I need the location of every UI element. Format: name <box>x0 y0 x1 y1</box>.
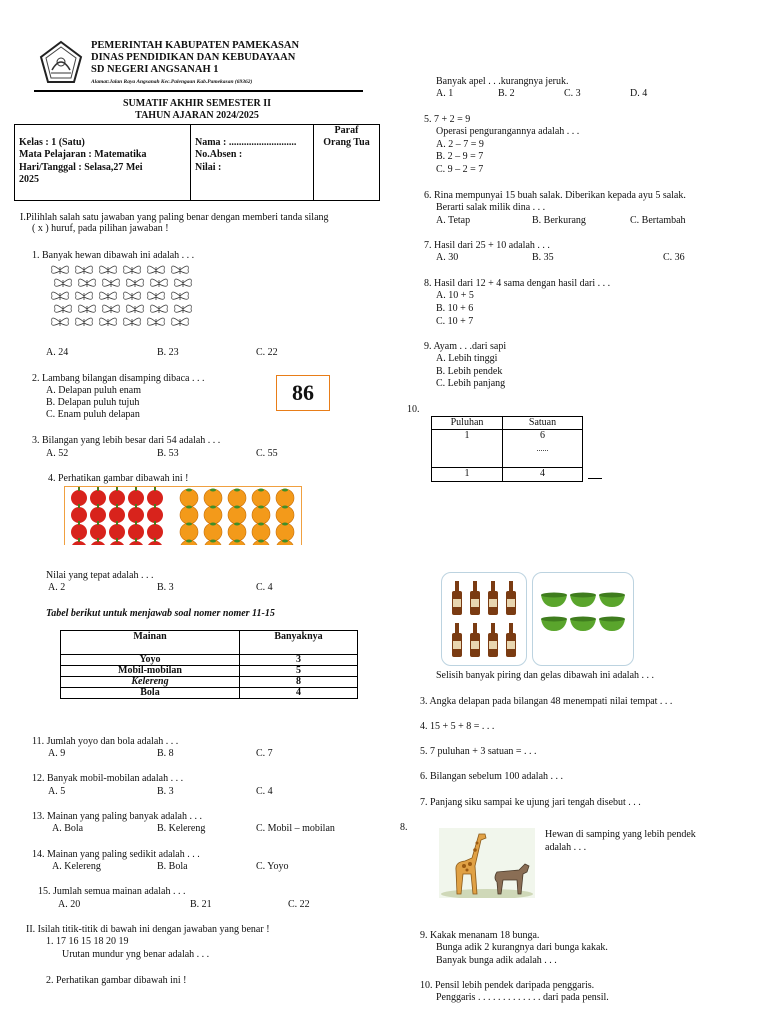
bowl-icon <box>599 593 625 608</box>
apple-icon <box>109 504 125 523</box>
essay2-ask: Selisih banyak piring dan gelas dibawah ini adalah . . . <box>436 670 655 681</box>
butterfly-icon <box>175 305 192 313</box>
q4-text: 4. Perhatikan gambar dibawah ini ! <box>48 473 189 484</box>
q11-option-a[interactable]: A. 9 <box>48 748 66 759</box>
q6-option-a[interactable]: A. Tetap <box>436 215 471 226</box>
school-logo <box>38 40 84 86</box>
bottle-icon <box>506 581 516 615</box>
butterflies-image <box>46 262 196 332</box>
butterfly-icon <box>151 279 168 287</box>
orange-icon <box>180 506 198 525</box>
bottle-icon <box>470 581 480 615</box>
header-puluhan: Puluhan <box>450 417 484 428</box>
butterfly-icon <box>103 279 120 287</box>
essay5: 5. 7 puluhan + 3 satuan = . . . <box>420 746 537 757</box>
table-cell: 3 <box>240 655 358 666</box>
header-satuan: Satuan <box>528 417 557 428</box>
bottle-icon <box>488 581 498 615</box>
table-cell: Yoyo <box>61 655 240 666</box>
bottle-icon <box>488 623 498 657</box>
apple-icon <box>90 504 106 523</box>
absen-field[interactable]: No.Absen : <box>195 149 243 160</box>
apple-icon <box>90 521 106 540</box>
bottle-icon <box>452 581 462 615</box>
q9-option-c[interactable]: C. Lebih panjang <box>436 378 506 389</box>
apple-icon <box>90 538 106 545</box>
butterfly-icon <box>76 292 93 300</box>
q6-text: 6. Rina mempunyai 15 buah salak. Diberikan kepada ayu 5 salak. <box>424 190 686 201</box>
header-line1: PEMERINTAH KABUPATEN PAMEKASAN <box>91 40 300 51</box>
butterfly-icon <box>100 318 117 326</box>
butterfly-icon <box>76 266 93 274</box>
apple-icon <box>128 538 144 545</box>
butterfly-icon <box>79 279 96 287</box>
bottle-icon <box>470 623 480 657</box>
q5-option-a[interactable]: A. 2 – 7 = 9 <box>436 139 484 150</box>
q4-option-a[interactable]: A. 2 <box>48 582 66 593</box>
q4-option-c[interactable]: C. 4 <box>256 582 273 593</box>
q8-text: 8. Hasil dari 12 + 4 sama dengan hasil dari . . . <box>424 278 611 289</box>
q12-text: 12. Banyak mobil-mobilan adalah . . . <box>32 773 184 784</box>
orange-icon <box>204 506 222 525</box>
kelas-field: Kelas : 1 (Satu) <box>19 137 85 148</box>
bowl-icon <box>541 617 567 632</box>
q15-option-c[interactable]: C. 22 <box>288 899 310 910</box>
apple-icon <box>147 521 163 540</box>
giraffe-horse-image <box>439 828 535 898</box>
cell-puluhan-1: 1 <box>464 430 470 441</box>
apple-icon <box>147 538 163 545</box>
q2-text: 2. Lambang bilangan disamping dibaca . . . <box>32 373 205 384</box>
bowl-icon <box>541 593 567 608</box>
essay9-text: 9. Kakak menanam 18 bunga. <box>420 930 540 941</box>
essay4: 4. 15 + 5 + 8 = . . . <box>420 721 495 732</box>
orange-icon <box>228 540 246 546</box>
mapel-field: Mata Pelajaran : Matematika <box>19 149 147 160</box>
cell-satuan-3: 4 <box>540 468 545 479</box>
essay8-text-2: adalah . . . <box>545 842 587 853</box>
q8-option-a[interactable]: A. 10 + 5 <box>436 290 474 301</box>
orange-icon <box>204 489 222 508</box>
apple-icon <box>109 521 125 540</box>
butterfly-icon <box>148 266 165 274</box>
butterfly-icon <box>127 305 144 313</box>
nama-field[interactable]: Nama : ........................... <box>195 137 297 148</box>
q2-option-b[interactable]: B. Delapan puluh tujuh <box>46 397 140 408</box>
q12-option-a[interactable]: A. 5 <box>48 786 66 797</box>
butterfly-icon <box>52 292 69 300</box>
bowl-icon <box>570 593 596 608</box>
table-row <box>61 688 358 699</box>
essay10-text-2: Penggaris . . . . . . . . . . . . . dari pada pensil. <box>436 992 609 1003</box>
q7-option-a[interactable]: A. 30 <box>436 252 459 263</box>
bottle-icon <box>452 623 462 657</box>
q6-option-c[interactable]: C. Bertambah <box>630 215 686 226</box>
q13-option-b[interactable]: B. Kelereng <box>157 823 206 834</box>
q4-option-b[interactable]: B. 3 <box>157 582 174 593</box>
butterfly-icon <box>172 318 189 326</box>
q1-text: 1. Banyak hewan dibawah ini adalah . . . <box>32 250 195 261</box>
orange-icon <box>252 523 270 542</box>
header-address: Alamat:Jalan Raya Angsanah Kec.Palengaan Kab.Pamekasan (69362) <box>91 79 253 85</box>
orange-icon <box>228 523 246 542</box>
table-cell: 8 <box>240 677 358 688</box>
apple-icon <box>90 487 106 506</box>
table-cell: Kelereng <box>61 677 240 688</box>
q8-option-b[interactable]: B. 10 + 6 <box>436 303 474 314</box>
butterfly-icon <box>100 292 117 300</box>
exam-year: TAHUN AJARAN 2024/2025 <box>135 110 259 121</box>
q12-option-c[interactable]: C. 4 <box>256 786 273 797</box>
apple-icon <box>109 538 125 545</box>
q4b-option-a[interactable]: A. 1 <box>436 88 454 99</box>
butterfly-icon <box>148 318 165 326</box>
q3-text: 3. Bilangan yang lebih besar dari 54 adalah . . . <box>32 435 221 446</box>
nilai-field[interactable]: Nilai : <box>195 162 222 173</box>
q7-option-b[interactable]: B. 35 <box>532 252 554 263</box>
butterfly-icon <box>124 292 141 300</box>
q14-text: 14. Mainan yang paling sedikit adalah . . . <box>32 849 200 860</box>
orange-icon <box>252 489 270 508</box>
q11-option-b[interactable]: B. 8 <box>157 748 174 759</box>
apple-icon <box>128 521 144 540</box>
q14-option-a[interactable]: A. Kelereng <box>52 861 101 872</box>
section1-instruction-2: ( x ) huruf, pada pilihan jawaban ! <box>32 223 169 234</box>
q12-option-b[interactable]: B. 3 <box>157 786 174 797</box>
orange-icon <box>180 489 198 508</box>
q2-option-c[interactable]: C. Enam puluh delapan <box>46 409 140 420</box>
essay8-text: Hewan di samping yang lebih pendek <box>545 829 696 840</box>
q5-option-c[interactable]: C. 9 – 2 = 7 <box>436 164 484 175</box>
q4-ask: Nilai yang tepat adalah . . . <box>46 570 154 581</box>
q8-option-c[interactable]: C. 10 + 7 <box>436 316 474 327</box>
q6-text-2: Berarti salak milik dina . . . <box>436 202 546 213</box>
essay9-text-3: Banyak bunga adik adalah . . . <box>436 955 557 966</box>
fruit-image <box>64 486 302 545</box>
q5-text-2: Operasi pengurangannya adalah . . . <box>436 126 580 137</box>
identity-box <box>14 124 380 201</box>
butterfly-icon <box>100 266 117 274</box>
q14-option-c[interactable]: C. Yoyo <box>256 861 289 872</box>
q4b-option-c[interactable]: C. 3 <box>564 88 581 99</box>
apple-icon <box>71 504 87 523</box>
butterfly-icon <box>79 305 96 313</box>
orange-icon <box>276 523 294 542</box>
orange-icon <box>180 540 198 546</box>
q4b-text: Banyak apel . . .kurangnya jeruk. <box>436 76 569 87</box>
butterfly-icon <box>55 305 72 313</box>
cell-satuan-1: 6 <box>540 430 545 441</box>
apple-icon <box>128 487 144 506</box>
apple-icon <box>71 521 87 540</box>
q9-option-b[interactable]: B. Lebih pendek <box>436 366 503 377</box>
orange-icon <box>204 540 222 546</box>
essay8-number: 8. <box>400 822 408 833</box>
orange-icon <box>276 540 294 546</box>
orang-tua-label: Orang Tua <box>323 137 370 148</box>
butterfly-icon <box>55 279 72 287</box>
q9-text: 9. Ayam . . .dari sapi <box>424 341 507 352</box>
butterfly-icon <box>52 266 69 274</box>
q15-option-b[interactable]: B. 21 <box>190 899 212 910</box>
apple-icon <box>71 487 87 506</box>
number-box: 86 <box>276 375 330 411</box>
apple-icon <box>128 504 144 523</box>
orange-icon <box>180 523 198 542</box>
orange-icon <box>228 506 246 525</box>
orange-icon <box>276 489 294 508</box>
answer-blank-line <box>588 478 602 479</box>
table-cell: Mobil-mobilan <box>61 666 240 677</box>
table-header-mainan: Mainan <box>61 631 240 655</box>
table-row <box>61 655 358 666</box>
cell-puluhan-3: 1 <box>464 468 470 479</box>
q1-option-b[interactable]: B. 23 <box>157 347 179 358</box>
q3-option-b[interactable]: B. 53 <box>157 448 179 459</box>
essay2-question: 2. Perhatikan gambar dibawah ini ! <box>46 975 187 986</box>
q3-option-c[interactable]: C. 55 <box>256 448 278 459</box>
essay10-text: 10. Pensil lebih pendek daripada penggaris. <box>420 980 595 991</box>
orange-icon <box>252 506 270 525</box>
q14-option-b[interactable]: B. Bola <box>157 861 188 872</box>
table-header-banyaknya: Banyaknya <box>240 631 358 655</box>
header-line3: SD NEGERI ANGSANAH 1 <box>91 64 219 75</box>
butterfly-icon <box>151 305 168 313</box>
apple-icon <box>147 504 163 523</box>
q13-option-a[interactable]: A. Bola <box>52 823 84 834</box>
bowl-icon <box>570 617 596 632</box>
table-row <box>61 666 358 677</box>
butterfly-icon <box>148 292 165 300</box>
q5-option-b[interactable]: B. 2 – 9 = 7 <box>436 151 484 162</box>
orange-icon <box>204 523 222 542</box>
orange-icon <box>228 489 246 508</box>
q4b-option-b[interactable]: B. 2 <box>498 88 515 99</box>
q11-text: 11. Jumlah yoyo dan bola adalah . . . <box>32 736 179 747</box>
essay3: 3. Angka delapan pada bilangan 48 menempati nilai tempat . . . <box>420 696 673 707</box>
apple-icon <box>71 538 87 545</box>
butterfly-icon <box>127 279 144 287</box>
table-row <box>61 677 358 688</box>
exam-title: SUMATIF AKHIR SEMESTER II <box>122 98 272 109</box>
essay1-sequence: 1. 17 16 15 18 20 19 <box>46 936 129 947</box>
tanggal-field: Hari/Tanggal : Selasa,27 Mei <box>19 162 143 173</box>
bowls-image <box>532 572 634 666</box>
essay7: 7. Panjang siku sampai ke ujung jari tengah disebut . . . <box>420 797 641 808</box>
butterfly-icon <box>175 279 192 287</box>
q7-text: 7. Hasil dari 25 + 10 adalah . . . <box>424 240 550 251</box>
essay1-question: Urutan mundur yng benar adalah . . . <box>62 949 210 960</box>
apple-icon <box>147 487 163 506</box>
q2-option-a[interactable]: A. Delapan puluh enam <box>46 385 141 396</box>
table-cell: 5 <box>240 666 358 677</box>
q15-option-a[interactable]: A. 20 <box>58 899 81 910</box>
table-cell: 4 <box>240 688 358 699</box>
place-value-table <box>431 416 583 482</box>
essay6: 6. Bilangan sebelum 100 adalah . . . <box>420 771 564 782</box>
q9-option-a[interactable]: A. Lebih tinggi <box>436 353 498 364</box>
q10-number: 10. <box>407 404 420 415</box>
q6-option-b[interactable]: B. Berkurang <box>532 215 586 226</box>
tahun-field: 2025 <box>19 174 39 185</box>
q1-option-c[interactable]: C. 22 <box>256 347 278 358</box>
q13-text: 13. Mainan yang paling banyak adalah . . . <box>32 811 202 822</box>
header-rule <box>34 90 363 92</box>
orange-icon <box>252 540 270 546</box>
q5-text: 5. 7 + 2 = 9 <box>424 114 471 125</box>
q3-option-a[interactable]: A. 52 <box>46 448 69 459</box>
q13-option-c[interactable]: C. Mobil – mobilan <box>256 823 335 834</box>
table-caption: Tabel berikut untuk menjawab soal nomer nomer 11-15 <box>46 608 275 619</box>
orange-icon <box>276 506 294 525</box>
butterfly-icon <box>124 266 141 274</box>
q15-text: 15. Jumlah semua mainan adalah . . . <box>38 886 186 897</box>
essay9-text-2: Bunga adik 2 kurangnya dari bunga kakak. <box>436 942 608 953</box>
cell-satuan-blank: ...... <box>536 444 549 453</box>
table-cell: Bola <box>61 688 240 699</box>
apple-icon <box>109 487 125 506</box>
butterfly-icon <box>76 318 93 326</box>
butterfly-icon <box>52 318 69 326</box>
butterfly-icon <box>124 318 141 326</box>
bowl-icon <box>599 617 625 632</box>
q11-option-c[interactable]: C. 7 <box>256 748 273 759</box>
q7-option-c[interactable]: C. 36 <box>663 252 685 263</box>
butterfly-icon <box>103 305 120 313</box>
section2-instruction: II. Isilah titik-titik di bawah ini dengan jawaban yang benar ! <box>26 924 270 935</box>
butterfly-icon <box>172 292 189 300</box>
butterfly-icon <box>172 266 189 274</box>
paraf-label: Paraf <box>334 125 359 136</box>
bottle-icon <box>506 623 516 657</box>
q1-option-a[interactable]: A. 24 <box>46 347 69 358</box>
toys-table <box>60 630 358 699</box>
q4b-option-d[interactable]: D. 4 <box>630 88 648 99</box>
header-line2: DINAS PENDIDIKAN DAN KEBUDAYAAN <box>91 52 296 63</box>
section1-instruction: I.Pilihlah salah satu jawaban yang paling benar dengan memberi tanda silang <box>20 212 329 223</box>
bottles-image <box>441 572 527 666</box>
